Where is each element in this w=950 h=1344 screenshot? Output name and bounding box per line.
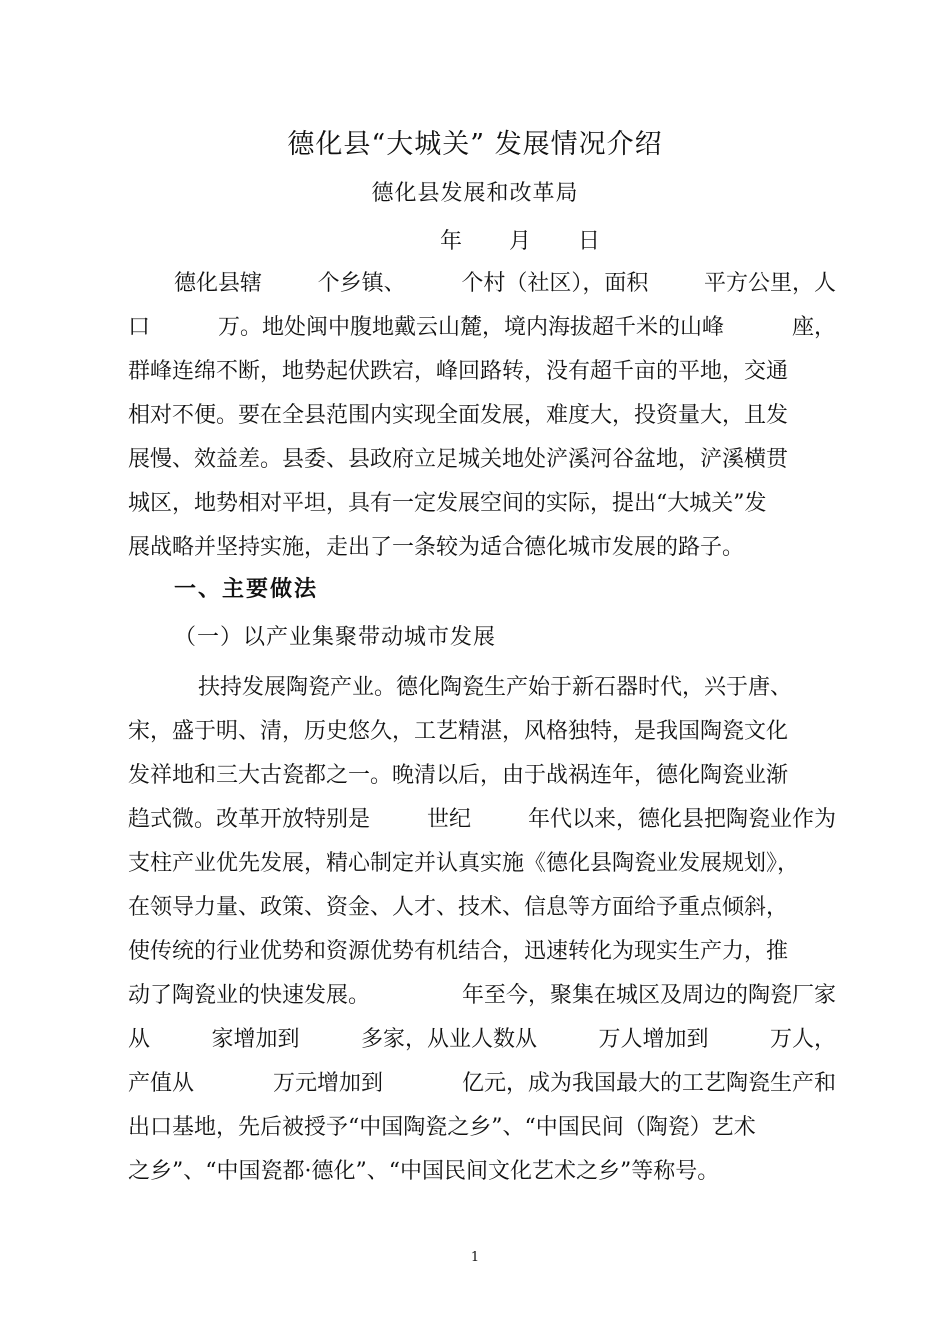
paragraph-2-line-6: 在领导力量、政策、资金、人才、技术、信息等方面给予重点倾斜， — [128, 895, 789, 920]
paragraph-2-line-8: 动了陶瓷业的快速发展。 年至今，聚集在城区及周边的陶瓷厂家 — [128, 983, 836, 1008]
paragraph-2-line-1: 扶持发展陶瓷产业。德化陶瓷生产始于新石器时代，兴于唐、 — [198, 675, 793, 700]
issuing-organization: 德化县发展和改革局 — [371, 181, 579, 206]
paragraph-2-line-2: 宋，盛于明、清，历史悠久，工艺精湛，风格独特，是我国陶瓷文化 — [128, 719, 789, 744]
paragraph-2-line-12: 之乡”、“中国瓷都·德化”、“中国民间文化艺术之乡”等称号。 — [128, 1159, 720, 1184]
paragraph-2-line-9: 从 家增加到 多家，从业人数从 万人增加到 万人， — [128, 1027, 836, 1052]
paragraph-2-line-11: 出口基地，先后被授予“中国陶瓷之乡”、“中国民间（陶瓷）艺术 — [128, 1115, 756, 1140]
paragraph-2-line-4: 趋式微。改革开放特别是 世纪 年代以来，德化县把陶瓷业作为 — [128, 807, 836, 832]
date-month: 月 — [508, 229, 531, 254]
paragraph-1-line-7: 展战略并坚持实施，走出了一条较为适合德化城市发展的路子。 — [128, 535, 745, 560]
paragraph-1-line-3: 群峰连绵不断，地势起伏跌宕，峰回路转，没有超千亩的平地，交通 — [128, 359, 789, 384]
subsection-heading: （一）以产业集聚带动城市发展 — [174, 625, 497, 650]
page-number: 1 — [470, 1250, 480, 1265]
document-title: 德化县“大城关” 发展情况介绍 — [287, 129, 663, 160]
date-year: 年 — [440, 229, 463, 254]
document-date — [440, 224, 600, 255]
date-day: 日 — [577, 229, 600, 254]
paragraph-2-line-3: 发祥地和三大古瓷都之一。晚清以后，由于战祸连年，德化陶瓷业渐 — [128, 763, 789, 788]
section-heading: 一、主要做法 — [174, 577, 319, 602]
paragraph-1-line-5: 展慢、效益差。县委、县政府立足城关地处浐溪河谷盆地，浐溪横贯 — [128, 447, 789, 472]
paragraph-2-line-7: 使传统的行业优势和资源优势有机结合，迅速转化为现实生产力，推 — [128, 939, 789, 964]
paragraph-1-line-6: 城区，地势相对平坦，具有一定发展空间的实际，提出“大城关”发 — [128, 491, 767, 516]
paragraph-1-line-4: 相对不便。要在全县范围内实现全面发展，难度大，投资量大，且发 — [128, 403, 789, 428]
paragraph-2-line-5: 支柱产业优先发展，精心制定并认真实施《德化县陶瓷业发展规划》， — [128, 851, 800, 876]
paragraph-1-line-2: 口 万。地处闽中腹地戴云山麓，境内海拔超千米的山峰 座， — [128, 315, 836, 340]
paragraph-1-line-1: 德化县辖 个乡镇、 个村（社区），面积 平方公里，人 — [174, 271, 836, 296]
paragraph-2-line-10: 产值从 万元增加到 亿元，成为我国最大的工艺陶瓷生产和 — [128, 1071, 836, 1096]
